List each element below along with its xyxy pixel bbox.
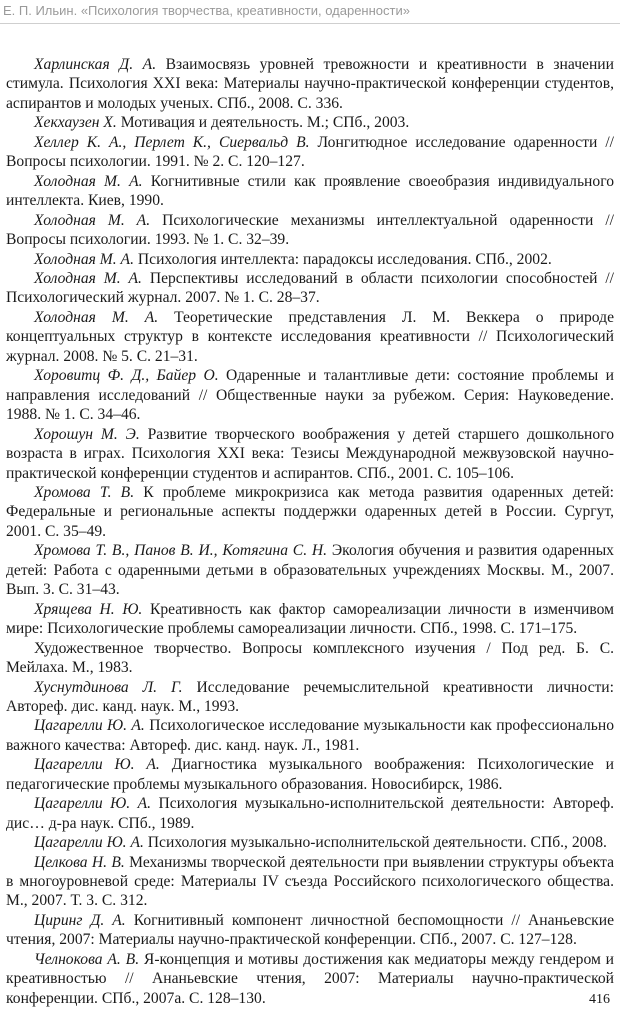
- reference-author: Хеллер К. А., Перлет К., Сиервальд В.: [34, 133, 310, 151]
- running-header: Е. П. Ильин. «Психология творчества, креативности, одаренности»: [3, 3, 410, 18]
- reference-author: Хромова Т. В.: [34, 483, 135, 501]
- reference-text: Психология интеллекта: парадоксы исследования. СПб., 2002.: [133, 250, 552, 268]
- reference-author: Хекхаузен Х.: [34, 114, 117, 132]
- reference-author: Холодная М. А.: [34, 211, 151, 229]
- reference-entry: [6, 716, 614, 755]
- reference-author: Хрящева Н. Ю.: [34, 600, 143, 618]
- reference-author: Хоровитц Ф. Д., Байер О.: [34, 367, 219, 385]
- reference-text: Теоретические представления Л. М. Веккера о природе концептуальных структур в контексте исследования креативности // Психологический журнал. 2008. № 5. С. 21–31.: [6, 308, 615, 365]
- header-divider: [0, 23, 620, 24]
- reference-author: Цагарелли Ю. А.: [34, 756, 160, 774]
- reference-entry: [6, 833, 614, 852]
- reference-text: Диагностика музыкального воображения: Психологические и педагогические проблемы музыкального образования. Новосибирск, 1986.: [6, 756, 614, 793]
- reference-entry: [6, 211, 614, 250]
- reference-entry: [6, 269, 614, 308]
- reference-entry: [6, 366, 614, 424]
- reference-text: Взаимосвязь уровней тревожности и креативности в значении стимула. Психология XXI века: Материалы научно-практической конференции студентов, аспирантов и молодых ученых. СПб., 2008. С. 336.: [6, 56, 614, 112]
- reference-author: Целкова Н. В.: [34, 853, 125, 871]
- reference-author: Холодная М. А.: [34, 172, 143, 190]
- reference-author: Холодная М. А.: [34, 250, 134, 268]
- reference-entry: [6, 55, 614, 113]
- reference-text: Психологическое исследование музыкальности как профессионально важного качества: Автореф. дис. канд. наук. Л., 1981.: [6, 717, 614, 754]
- reference-entry: [6, 600, 614, 639]
- reference-entry: [6, 133, 614, 172]
- reference-author: Циринг Д. А.: [34, 911, 126, 929]
- reference-entry: [6, 794, 614, 833]
- reference-entry: [6, 541, 614, 599]
- reference-text: Исследование речемыслительной креативности личности: Автореф. дис. канд. наук. М., 1993.: [6, 678, 614, 715]
- page-number: 416: [589, 992, 610, 1007]
- reference-entry: [6, 853, 614, 911]
- reference-list: [6, 55, 614, 1008]
- reference-entry: [6, 483, 614, 541]
- reference-entry: [6, 678, 614, 717]
- reference-entry: [6, 755, 614, 794]
- reference-text: Экология обучения и развития одаренных детей: Работа с одаренными детьми в образовательных учреждениях Москвы. М., 2007. Вып. 3. С. 31–43.: [6, 542, 614, 599]
- reference-text: Одаренные и талантливые дети: состояние проблемы и направления исследований // Общественные науки за рубежом. Серия: Науковедение. 1988. № 1. С. 34–46.: [6, 367, 614, 424]
- reference-author: Цагарелли Ю. А.: [34, 834, 144, 852]
- reference-text: Когнитивные стили как проявление своеобразия индивидуального интеллекта. Киев, 1990.: [6, 172, 615, 210]
- reference-text: Перспективы исследований в области психологии способностей // Психологический журнал. 2007. № 1. С. 28–37.: [6, 269, 614, 307]
- reference-entry: [6, 639, 614, 678]
- reference-author: Харлинская Д. А.: [34, 56, 157, 73]
- reference-text: Креативность как фактор самореализации личности в изменчивом мире: Психологические проблемы самореализации личности. СПб., 1998. С. 171–175.: [6, 600, 614, 638]
- reference-author: Цагарелли Ю. А.: [34, 717, 145, 735]
- reference-author: Хорошун М. Э.: [34, 425, 140, 443]
- reference-author: Холодная М. А.: [34, 269, 142, 287]
- reference-text: Психология музыкально-исполнительской деятельности: Автореф. дис… д-ра наук. СПб., 1989.: [6, 795, 614, 832]
- reference-entry: [6, 911, 614, 950]
- reference-author: Челнокова А. В.: [34, 950, 140, 968]
- reference-entry: [6, 308, 614, 366]
- reference-author: Хуснутдинова Л. Г.: [34, 678, 183, 696]
- reference-text: Психология музыкально-исполнительской деятельности. СПб., 2008.: [143, 834, 607, 852]
- reference-text: Психологические механизмы интеллектуальной одаренности // Вопросы психологии. 1993. № 1. С. 32–39.: [6, 211, 614, 249]
- reference-entry: [6, 172, 614, 211]
- reference-entry: [6, 250, 614, 269]
- reference-author: Холодная М. А.: [34, 308, 159, 326]
- reference-text: Лонгитюдное исследование одаренности // Вопросы психологии. 1991. № 2. С. 120–127.: [6, 133, 615, 171]
- reference-text: Развитие творческого воображения у детей старшего дошкольного возраста в играх. Психология XXI века: Тезисы Международной межвузовской научно-практической конференции студентов и аспирантов. СПб., 2001. С. 105–106.: [6, 425, 615, 482]
- reference-entry: [6, 113, 614, 132]
- reference-author: Цагарелли Ю. А.: [34, 795, 152, 813]
- reference-text: Художественное творчество. Вопросы комплексного изучения / Под ред. Б. С. Мейлаха. М., 1983.: [6, 639, 614, 677]
- reference-entry: [6, 950, 614, 1008]
- reference-author: Хромова Т. В., Панов В. И., Котягина С. Н.: [34, 542, 328, 560]
- reference-text: Я-концепция и мотивы достижения как медиаторы между гендером и креативностью // Ананьевские чтения, 2007: Материалы научно-практической конференции. СПб., 2007а. С. 128–130.: [6, 950, 614, 1007]
- reference-text: Мотивация и деятельность. М.; СПб., 2003.: [116, 114, 410, 132]
- reference-text: Когнитивный компонент личностной беспомощности // Ананьевские чтения, 2007: Материалы научно-практической конференции. СПб., 2007. С. 127–128.: [6, 911, 614, 949]
- reference-text: К проблеме микрокризиса как метода развития одаренных детей: Федеральные и региональные аспекты поддержки одаренных детей в России. Сургут, 2001. С. 35–49.: [6, 483, 614, 540]
- reference-entry: [6, 425, 614, 483]
- reference-text: Механизмы творческой деятельности при выявлении структуры объекта в многоуровневой среде: Материалы IV съезда Российского психологического общества. М., 2007. Т. 3. С. 312.: [6, 853, 615, 910]
